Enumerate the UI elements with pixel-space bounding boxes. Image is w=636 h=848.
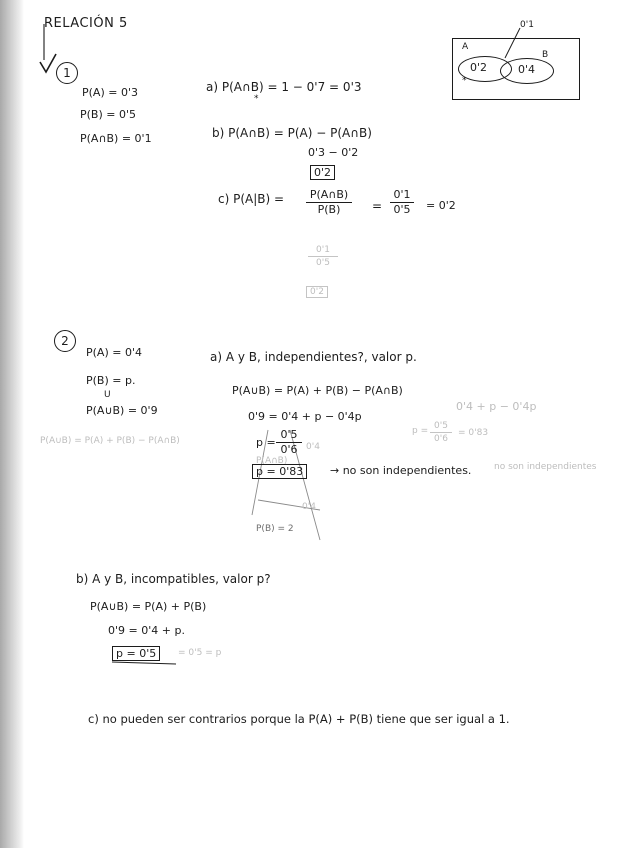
ex2-part-a-p-faint-tail: 0'4 (306, 442, 320, 452)
venn-label-a: A (462, 42, 469, 52)
venn-label-b: B (542, 50, 549, 60)
ex1-faint-fraction (308, 244, 338, 269)
checkmark-icon (40, 54, 56, 72)
ex1-c-numerator: P(A∩B) (309, 188, 349, 201)
ex1-part-b-line1: b) P(A∩B) = P(A) − P(A∩B) (212, 126, 372, 140)
ex1-part-a: a) P(A∩B) = 1 − 0'7 = 0'3 (206, 80, 362, 94)
ex1-part-c-fraction (306, 188, 352, 217)
ex2-part-b-result: p = 0'5 (112, 646, 160, 661)
ex2-part-a-p-label: p = (256, 436, 276, 449)
ex2-part-a-line2: 0'9 = 0'4 + p − 0'4p (248, 410, 362, 423)
ex1-faint-numerator: 0'1 (316, 245, 330, 255)
ex2-part-a-line1: P(A∪B) = P(A) + P(B) − P(A∩B) (232, 384, 403, 397)
ex1-part-c-prefix: c) P(A|B) = (218, 192, 285, 206)
ex2-part-b-line2: 0'9 = 0'4 + p. (108, 624, 185, 637)
ex2-part-a-p-fraction (276, 428, 302, 457)
ex2-given-pa: P(A) = 0'4 (86, 346, 142, 359)
ex2-part-a-conclusion-faint: no son independientes (494, 462, 597, 472)
ex2-scratch-pab: P(A∩B) (256, 456, 288, 466)
ex2-faint-p-result: = 0'83 (458, 428, 489, 438)
ex1-given-pb: P(B) = 0'5 (80, 108, 136, 121)
ex1-given-pab: P(A∩B) = 0'1 (80, 132, 152, 145)
venn-left-value: 0'2 (470, 61, 488, 74)
ex1-part-b-result: 0'2 (310, 165, 335, 180)
ex2-part-a-line1-faint: 0'4 + p − 0'4p (456, 400, 537, 413)
ex2-part-a-title: a) A y B, independientes?, valor p. (210, 350, 417, 364)
ex1-part-c-result: = 0'2 (426, 199, 456, 212)
ex2-scratch-value: 0'4 (302, 502, 316, 512)
page-title: RELACIÓN 5 (44, 16, 128, 31)
ex1-c-numerator2: 0'1 (393, 188, 411, 201)
ex2-a-p-numerator: 0'5 (280, 428, 298, 441)
ex2-faint-p-numerator: 0'5 (434, 421, 448, 431)
ex2-faint-p-denominator: 0'6 (430, 432, 452, 445)
ex1-c-denominator: P(B) (306, 202, 352, 217)
ex2-part-a-conclusion: → no son independientes. (330, 464, 472, 477)
ex2-faint-p-fraction (430, 420, 452, 445)
venn-right-value: 0'4 (518, 63, 536, 76)
ex2-part-b-title: b) A y B, incompatibles, valor p? (76, 572, 271, 586)
ex2-part-b-line1: P(A∪B) = P(A) + P(B) (90, 600, 207, 613)
ex2-given-mark: U (104, 390, 111, 400)
ex1-c-denominator2: 0'5 (390, 202, 414, 217)
ex1-faint-denominator: 0'5 (308, 256, 338, 269)
ex1-part-c-equals: = (372, 199, 383, 213)
underline-stroke (112, 662, 176, 664)
ex1-given-pa: P(A) = 0'3 (82, 86, 138, 99)
ex1-faint-result: 0'2 (306, 286, 328, 298)
ex1-part-a-star: * (254, 94, 259, 104)
venn-star: * (462, 76, 467, 86)
ex2-faint-p-label: p = (412, 426, 429, 436)
exercise-2-number: 2 (54, 330, 76, 352)
venn-top-value: 0'1 (520, 20, 534, 30)
ex1-part-c-fraction2 (390, 188, 414, 217)
exercise-1-number: 1 (56, 62, 78, 84)
ex2-given-paub: P(A∪B) = 0'9 (86, 404, 158, 417)
ex2-scratch-pb: P(B) = 2 (256, 524, 294, 534)
ex2-given-pb: P(B) = p. (86, 374, 136, 387)
ex1-part-b-line2: 0'3 − 0'2 (308, 146, 359, 159)
ex2-a-p-denominator: 0'6 (276, 442, 302, 457)
ex2-part-b-faint: = 0'5 = p (178, 648, 222, 658)
ex2-part-a-result: p = 0'83 (252, 464, 307, 479)
ex2-faint-formula: P(A∪B) = P(A) + P(B) − P(A∩B) (40, 436, 180, 446)
ex2-part-c: c) no pueden ser contrarios porque la P(A) + P(B) tiene que ser igual a 1. (88, 712, 510, 726)
